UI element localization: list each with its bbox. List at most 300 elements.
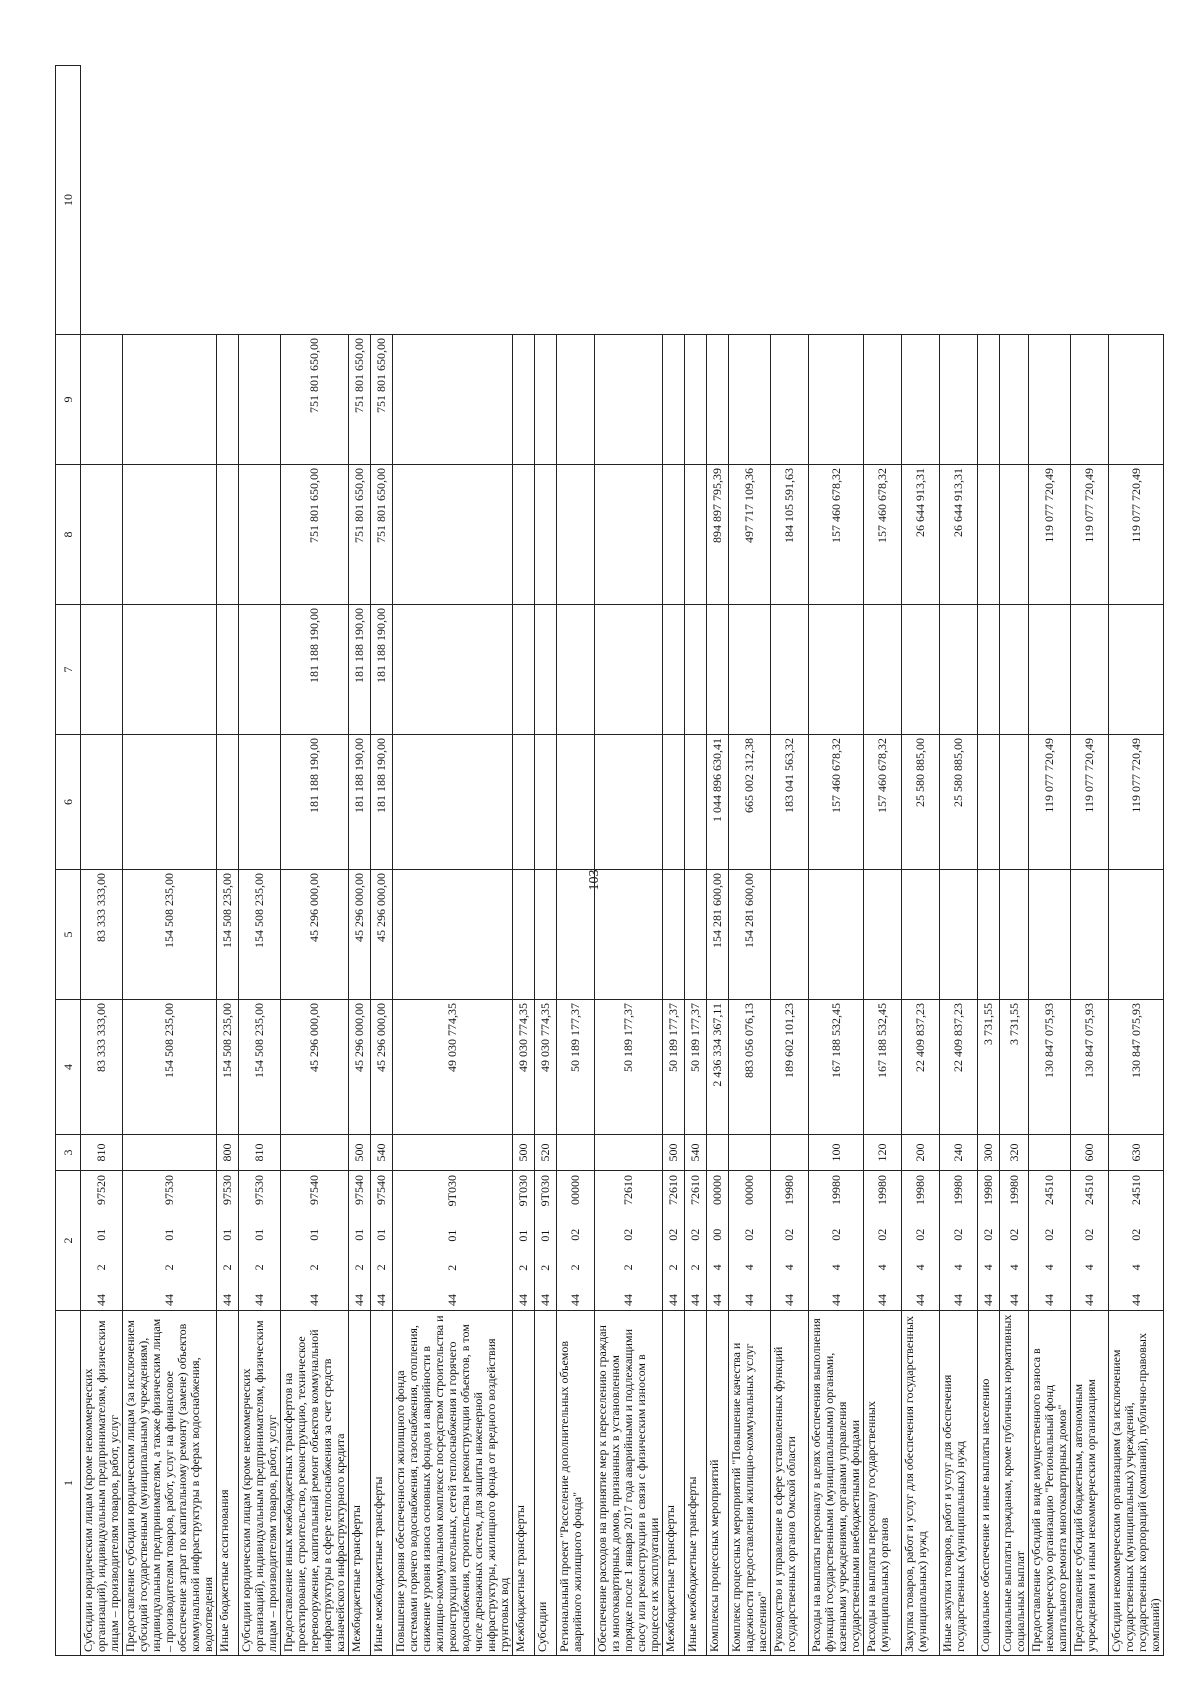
row-value-v10 [535,335,557,465]
code-part-c4: 9Т030 [538,1175,552,1207]
code-part-c2: 2 [94,1264,108,1271]
row-value-v5: 45 296 000,00 [281,1000,349,1135]
row-value-v10 [864,335,902,465]
row-code [371,1171,393,1311]
row-value-v9 [663,465,685,605]
row-value-v5: 154 508 235,00 [239,1000,281,1135]
row-value-v8 [978,605,1000,735]
table-row [217,66,239,1656]
page-number: 103 [587,869,602,891]
row-value-v6 [864,870,902,1000]
table-row [123,66,217,1656]
code-part-c4: 97540 [307,1175,321,1206]
code-part-c2: 2 [252,1264,266,1271]
header-row [56,66,81,1656]
row-name: Межбюджетные трансферты [513,1311,535,1656]
row-value-v10 [123,335,217,465]
row-name: Комплекс процессных мероприятий "Повышение качества и надежности предоставления жилищно-коммунальных услуг населению" [729,1311,771,1656]
row-name: Социальные выплаты гражданам, кроме публичных нормативных социальных выплат [1000,1311,1029,1656]
row-value-v9 [1000,465,1029,605]
row-name: Закупка товаров, работ и услуг для обеспечения государственных (муниципальных) нужд [902,1311,940,1656]
row-value-v8 [217,605,239,735]
row-value-v9: 497 717 109,36 [729,465,771,605]
row-name: Иные бюджетные ассигнования [217,1311,239,1656]
row-value-v10 [707,335,729,465]
row-value-v10 [1000,335,1029,465]
row-expense-type [393,1135,513,1171]
code-part-c2: 2 [516,1264,530,1271]
row-value-v10 [393,335,513,465]
code-part-c3: 01 [516,1229,530,1242]
code-parts [308,1171,321,1310]
code-parts [1130,1171,1143,1310]
row-name: Субсидии юридическим лицам (кроме некоммерческих организаций), индивидуальным предпринимателям, физическим лицам – производителям товаров, работ, услуг [81,1311,123,1656]
code-parts [163,1171,176,1310]
row-value-v8 [1000,605,1029,735]
row-value-v9 [557,465,595,605]
row-name: Расходы на выплаты персоналу в целях обеспечения выполнения функций государственными (муниципальными) органами, казенными учреждениями, органами управления государственными внебюджетными фондами [809,1311,864,1656]
code-part-c1: 44 [742,1294,756,1306]
row-value-v6 [663,870,685,1000]
row-code [1029,1171,1071,1311]
row-value-v5: 130 847 075,93 [1071,1000,1109,1135]
code-part-c2: 4 [913,1264,927,1271]
row-value-v7 [978,735,1000,870]
code-part-c1: 44 [352,1294,366,1306]
table-row [595,66,663,1656]
code-part-c4: 19980 [782,1175,796,1206]
row-code [1109,1171,1164,1311]
row-value-v9: 26 644 913,31 [902,465,940,605]
row-value-v9: 751 801 650,00 [281,465,349,605]
code-part-c2: 2 [666,1264,680,1271]
row-value-v8 [1029,605,1071,735]
code-parts [689,1171,702,1310]
row-value-v8 [393,605,513,735]
code-part-c4: 19980 [875,1175,889,1206]
code-part-c3: 02 [568,1228,582,1241]
code-parts [952,1171,965,1310]
code-part-c2: 4 [1006,1264,1021,1271]
row-value-v10 [663,335,685,465]
row-value-v8 [809,605,864,735]
row-value-v6 [902,870,940,1000]
header-col-6: 6 [56,735,81,870]
code-parts [914,1171,927,1310]
row-value-v6 [595,870,663,1000]
row-name: Руководство и управление в сфере установленных функций государственных органов Омской области [771,1311,809,1656]
code-part-c3: 01 [445,1229,459,1242]
row-value-v10 [729,335,771,465]
row-code [978,1171,1000,1311]
row-code [729,1171,771,1311]
row-value-v6: 83 333 333,00 [81,870,123,1000]
row-value-v6 [809,870,864,1000]
row-expense-type [771,1135,809,1171]
code-part-c1: 44 [710,1294,724,1306]
row-value-v8 [1071,605,1109,735]
row-value-v9: 184 105 591,63 [771,465,809,605]
code-part-c3: 02 [621,1228,635,1241]
row-value-v7: 157 460 678,32 [864,735,902,870]
row-value-v7 [123,735,217,870]
code-part-c2: 2 [621,1264,635,1271]
row-value-v5: 83 333 333,00 [81,1000,123,1135]
row-value-v8 [557,605,595,735]
code-part-c3: 02 [828,1228,843,1241]
row-value-v7: 181 188 190,00 [281,735,349,870]
row-name: Предоставление субсидий в виде имущественного взноса в некоммерческую организацию "Региональный фонд капитального ремонта многоквартирных домов" [1029,1311,1071,1656]
row-name: Повышение уровня обеспеченности жилищного фонда системами горячего водоснабжения, газоснабжения, отопления, снижение уровня износа основных фондов и аварийности в жилищно-коммунальном комплексе посредством строительства и реконструкции котельных, сетей теплоснабжения и горячего водоснабжения, строительства и реконструкции объектов, в том числе дренажных систем, для защиты инженерной инфраструктуры, жилищного фонда от вредного воздействия грунтовых вод [393,1311,513,1656]
code-parts [830,1171,843,1310]
row-value-v10: 751 801 650,00 [349,335,371,465]
code-part-c2: 2 [688,1264,702,1271]
row-expense-type: 300 [978,1135,1000,1171]
row-value-v9: 119 077 720,49 [1071,465,1109,605]
row-value-v10 [1029,335,1071,465]
code-part-c3: 00 [710,1228,724,1241]
row-value-v7: 25 580 885,00 [902,735,940,870]
row-name: Субсидии [535,1311,557,1656]
row-value-v5: 154 508 235,00 [217,1000,239,1135]
code-parts [783,1171,796,1310]
code-part-c4: 72610 [621,1175,635,1206]
row-value-v8 [707,605,729,735]
header-col-2: 2 [56,1171,81,1311]
row-value-v8 [535,605,557,735]
row-code [123,1171,217,1311]
code-parts [876,1171,889,1310]
row-value-v5: 883 056 076,13 [729,1000,771,1135]
row-value-v9: 157 460 678,32 [864,465,902,605]
row-value-v5: 2 436 334 367,11 [707,1000,729,1135]
row-value-v10 [771,335,809,465]
table-row [902,66,940,1656]
row-value-v5: 167 188 532,45 [809,1000,864,1135]
code-part-c1: 44 [688,1294,702,1306]
row-value-v7 [513,735,535,870]
row-code [940,1171,978,1311]
code-part-c1: 44 [951,1294,965,1306]
row-value-v6 [393,870,513,1000]
row-code [1000,1171,1029,1311]
code-part-c2: 4 [782,1264,796,1271]
row-value-v7: 181 188 190,00 [349,735,371,870]
code-part-c1: 44 [1082,1294,1096,1306]
row-value-v10 [940,335,978,465]
row-expense-type: 520 [535,1135,557,1171]
row-expense-type: 540 [685,1135,707,1171]
row-code [557,1171,595,1311]
row-value-v7 [557,735,595,870]
code-part-c3: 02 [666,1228,680,1241]
row-value-v5: 154 508 235,00 [123,1000,217,1135]
row-expense-type: 800 [217,1135,239,1171]
row-expense-type [729,1135,771,1171]
row-value-v10 [513,335,535,465]
row-value-v5: 189 602 101,23 [771,1000,809,1135]
row-value-v10: 751 801 650,00 [281,335,349,465]
code-part-c1: 44 [374,1294,388,1306]
code-part-c1: 44 [621,1294,635,1306]
code-part-c1: 44 [875,1294,889,1306]
row-value-v7: 119 077 720,49 [1109,735,1164,870]
code-part-c4: 72610 [666,1175,680,1206]
code-part-c3: 02 [913,1228,927,1241]
code-parts [569,1171,582,1310]
code-part-c1: 44 [568,1294,582,1306]
code-part-c3: 01 [220,1228,234,1241]
code-part-c4: 97530 [162,1175,176,1206]
row-code [902,1171,940,1311]
row-value-v9 [513,465,535,605]
code-parts [711,1171,724,1310]
row-value-v9 [123,465,217,605]
row-value-v10 [1109,335,1164,465]
header-col-1: 1 [56,1311,81,1656]
code-parts [353,1171,366,1310]
code-part-c3: 02 [875,1228,889,1241]
table-row [393,66,513,1656]
row-expense-type: 120 [864,1135,902,1171]
row-expense-type: 100 [809,1135,864,1171]
code-part-c2: 4 [1042,1264,1056,1271]
code-parts [539,1171,552,1310]
header-col-5: 5 [56,870,81,1000]
header-col-9: 9 [56,335,81,465]
code-part-c4: 00000 [568,1175,582,1206]
table-row [809,66,864,1656]
code-part-c3: 01 [374,1228,388,1241]
code-part-c3: 01 [538,1229,552,1242]
row-code [281,1171,349,1311]
code-part-c1: 44 [162,1294,176,1306]
code-part-c3: 02 [951,1228,965,1241]
row-expense-type: 810 [239,1135,281,1171]
code-part-c4: 19980 [913,1175,927,1206]
row-value-v6 [1000,870,1029,1000]
code-parts [622,1171,635,1310]
header-col-7: 7 [56,605,81,735]
row-code [239,1171,281,1311]
row-name: Иные межбюджетные трансферты [685,1311,707,1656]
row-value-v8 [81,605,123,735]
row-value-v5: 50 189 177,37 [557,1000,595,1135]
code-parts [743,1171,756,1310]
code-parts [1083,1171,1096,1310]
code-part-c2: 4 [828,1264,843,1271]
row-value-v10 [81,335,123,465]
code-parts [446,1171,459,1310]
row-value-v9 [239,465,281,605]
row-name: Социальное обеспечение и иные выплаты населению [978,1311,1000,1656]
row-value-v9 [81,465,123,605]
row-value-v9: 751 801 650,00 [349,465,371,605]
code-part-c1: 44 [913,1294,927,1306]
code-parts [253,1171,266,1310]
row-expense-type [707,1135,729,1171]
table-row [557,66,595,1656]
row-value-v7: 119 077 720,49 [1029,735,1071,870]
code-part-c4: 24510 [1082,1175,1096,1206]
code-part-c4: 00000 [742,1175,756,1206]
code-part-c3: 01 [162,1228,176,1241]
row-expense-type: 500 [513,1135,535,1171]
row-value-v6 [557,870,595,1000]
code-parts [517,1171,530,1310]
row-code [771,1171,809,1311]
row-value-v6: 45 296 000,00 [371,870,393,1000]
table-row [771,66,809,1656]
code-part-c4: 97540 [374,1175,388,1206]
code-part-c2: 2 [568,1264,582,1271]
row-value-v5: 130 847 075,93 [1109,1000,1164,1135]
row-expense-type: 240 [940,1135,978,1171]
row-value-v8 [1109,605,1164,735]
table-row [1071,66,1109,1656]
code-part-c3: 02 [981,1228,995,1241]
code-part-c2: 4 [1082,1264,1096,1271]
code-part-c4: 97540 [352,1175,366,1206]
row-value-v8 [864,605,902,735]
code-part-c3: 02 [1042,1228,1056,1241]
table-row [1000,66,1029,1656]
row-expense-type [595,1135,663,1171]
code-part-c4: 9Т030 [445,1175,459,1207]
row-code [809,1171,864,1311]
code-part-c4: 97530 [220,1175,234,1206]
row-value-v5: 167 188 532,45 [864,1000,902,1135]
row-code [513,1171,535,1311]
code-part-c1: 44 [1042,1294,1056,1306]
code-parts [667,1171,680,1310]
code-part-c1: 44 [538,1294,552,1306]
row-value-v5: 45 296 000,00 [349,1000,371,1135]
row-expense-type [1029,1135,1071,1171]
row-value-v9 [393,465,513,605]
code-part-c3: 02 [1128,1228,1143,1241]
row-value-v6 [535,870,557,1000]
row-value-v7 [217,735,239,870]
code-parts [95,1171,108,1310]
row-value-v9: 26 644 913,31 [940,465,978,605]
row-value-v8 [513,605,535,735]
row-value-v7: 1 044 896 630,41 [707,735,729,870]
table-row [685,66,707,1656]
code-part-c2: 2 [445,1264,459,1271]
row-value-v6 [685,870,707,1000]
row-value-v5: 49 030 774,35 [535,1000,557,1135]
code-part-c3: 02 [1082,1228,1096,1241]
row-expense-type: 500 [349,1135,371,1171]
row-value-v9 [978,465,1000,605]
table-row [707,66,729,1656]
row-value-v7 [81,735,123,870]
table-row [349,66,371,1656]
row-value-v5: 130 847 075,93 [1029,1000,1071,1135]
code-part-c2: 2 [220,1264,234,1271]
row-value-v8 [685,605,707,735]
row-value-v9 [685,465,707,605]
table-row [663,66,685,1656]
row-name: Региональный проект "Расселение дополнительных объемов аварийного жилищного фонда" [557,1311,595,1656]
code-part-c4: 97530 [252,1175,266,1206]
row-value-v10 [1071,335,1109,465]
row-code [349,1171,371,1311]
code-part-c2: 2 [307,1264,321,1271]
row-name: Обеспечение расходов на принятие мер к переселению граждан из многоквартирных домов, признанных в установленном порядке после 1 января 2017 года аварийными и подлежащими сносу или реконструкции в связи с физическим износом в процессе их эксплуатации [595,1311,663,1656]
row-value-v8: 181 188 190,00 [349,605,371,735]
row-value-v7 [663,735,685,870]
table-row [1029,66,1071,1656]
row-value-v8 [902,605,940,735]
row-value-v8: 181 188 190,00 [281,605,349,735]
row-name: Субсидии некоммерческим организациям (за исключением государственных (муниципальных) учреждений, государственных корпораций (компаний), публично-правовых компаний) [1109,1311,1164,1656]
row-value-v9: 894 897 795,39 [707,465,729,605]
code-part-c4: 72610 [688,1175,702,1206]
row-value-v7 [1000,735,1029,870]
row-value-v10 [595,335,663,465]
row-name: Предоставление субсидий бюджетным, автономным учреждениям и иным некоммерческим организациям [1071,1311,1109,1656]
row-value-v6: 154 508 235,00 [217,870,239,1000]
row-name: Расходы на выплаты персоналу государственных (муниципальных) органов [864,1311,902,1656]
row-value-v10: 751 801 650,00 [371,335,393,465]
row-name: Иные закупки товаров, работ и услуг для обеспечения государственных (муниципальных) нужд [940,1311,978,1656]
table-row [371,66,393,1656]
table-row [281,66,349,1656]
code-part-c2: 4 [710,1264,724,1271]
row-value-v10 [239,335,281,465]
row-value-v6 [1071,870,1109,1000]
row-value-v6 [513,870,535,1000]
row-value-v5: 49 030 774,35 [513,1000,535,1135]
code-parts [982,1171,995,1310]
row-value-v5: 50 189 177,37 [663,1000,685,1135]
row-value-v5: 50 189 177,37 [595,1000,663,1135]
row-value-v6: 154 281 600,00 [707,870,729,1000]
row-name: Предоставление субсидии юридическим лицам (за исключением субсидий государственным (муниципальным) учреждениям), индивидуальным предпринимателям, а также физическим лицам – производителям товаров, работ, услуг на финансовое обеспечение затрат по капитальному ремонту (замене) объектов коммунальной инфраструктуры в сферах водоснабжения, водоотведения [123,1311,217,1656]
code-part-c4: 24510 [1128,1175,1143,1206]
row-value-v9 [595,465,663,605]
row-value-v8 [663,605,685,735]
code-part-c2: 2 [162,1264,176,1271]
code-part-c2: 4 [951,1264,965,1271]
code-part-c3: 02 [1006,1228,1021,1241]
code-part-c1: 44 [981,1294,995,1306]
row-value-v5: 3 731,55 [1000,1000,1029,1135]
row-code [393,1171,513,1311]
row-value-v5: 22 409 837,23 [902,1000,940,1135]
code-part-c4: 24510 [1042,1175,1056,1206]
header-col-10: 10 [56,66,81,335]
header-col-4: 4 [56,1000,81,1135]
code-part-c1: 44 [516,1294,530,1306]
code-part-c4: 19980 [981,1175,995,1206]
row-value-v6: 154 508 235,00 [239,870,281,1000]
row-expense-type: 200 [902,1135,940,1171]
code-part-c3: 01 [307,1228,321,1241]
code-part-c2: 2 [374,1264,388,1271]
row-name: Предоставление иных межбюджетных трансфертов на проектирование, строительство, реконструкцию, техническое перевооружение, капитальный ремонт объектов коммунальной инфраструктуры в сфере теплоснабжения за счет средств казначейского инфраструктурного кредита [281,1311,349,1656]
row-value-v7: 119 077 720,49 [1071,735,1109,870]
row-value-v7 [685,735,707,870]
row-value-v9: 157 460 678,32 [809,465,864,605]
row-value-v9: 751 801 650,00 [371,465,393,605]
row-name: Межбюджетные трансферты [663,1311,685,1656]
code-part-c2: 4 [981,1264,995,1271]
code-part-c1: 44 [94,1294,108,1306]
header-col-8: 8 [56,465,81,605]
